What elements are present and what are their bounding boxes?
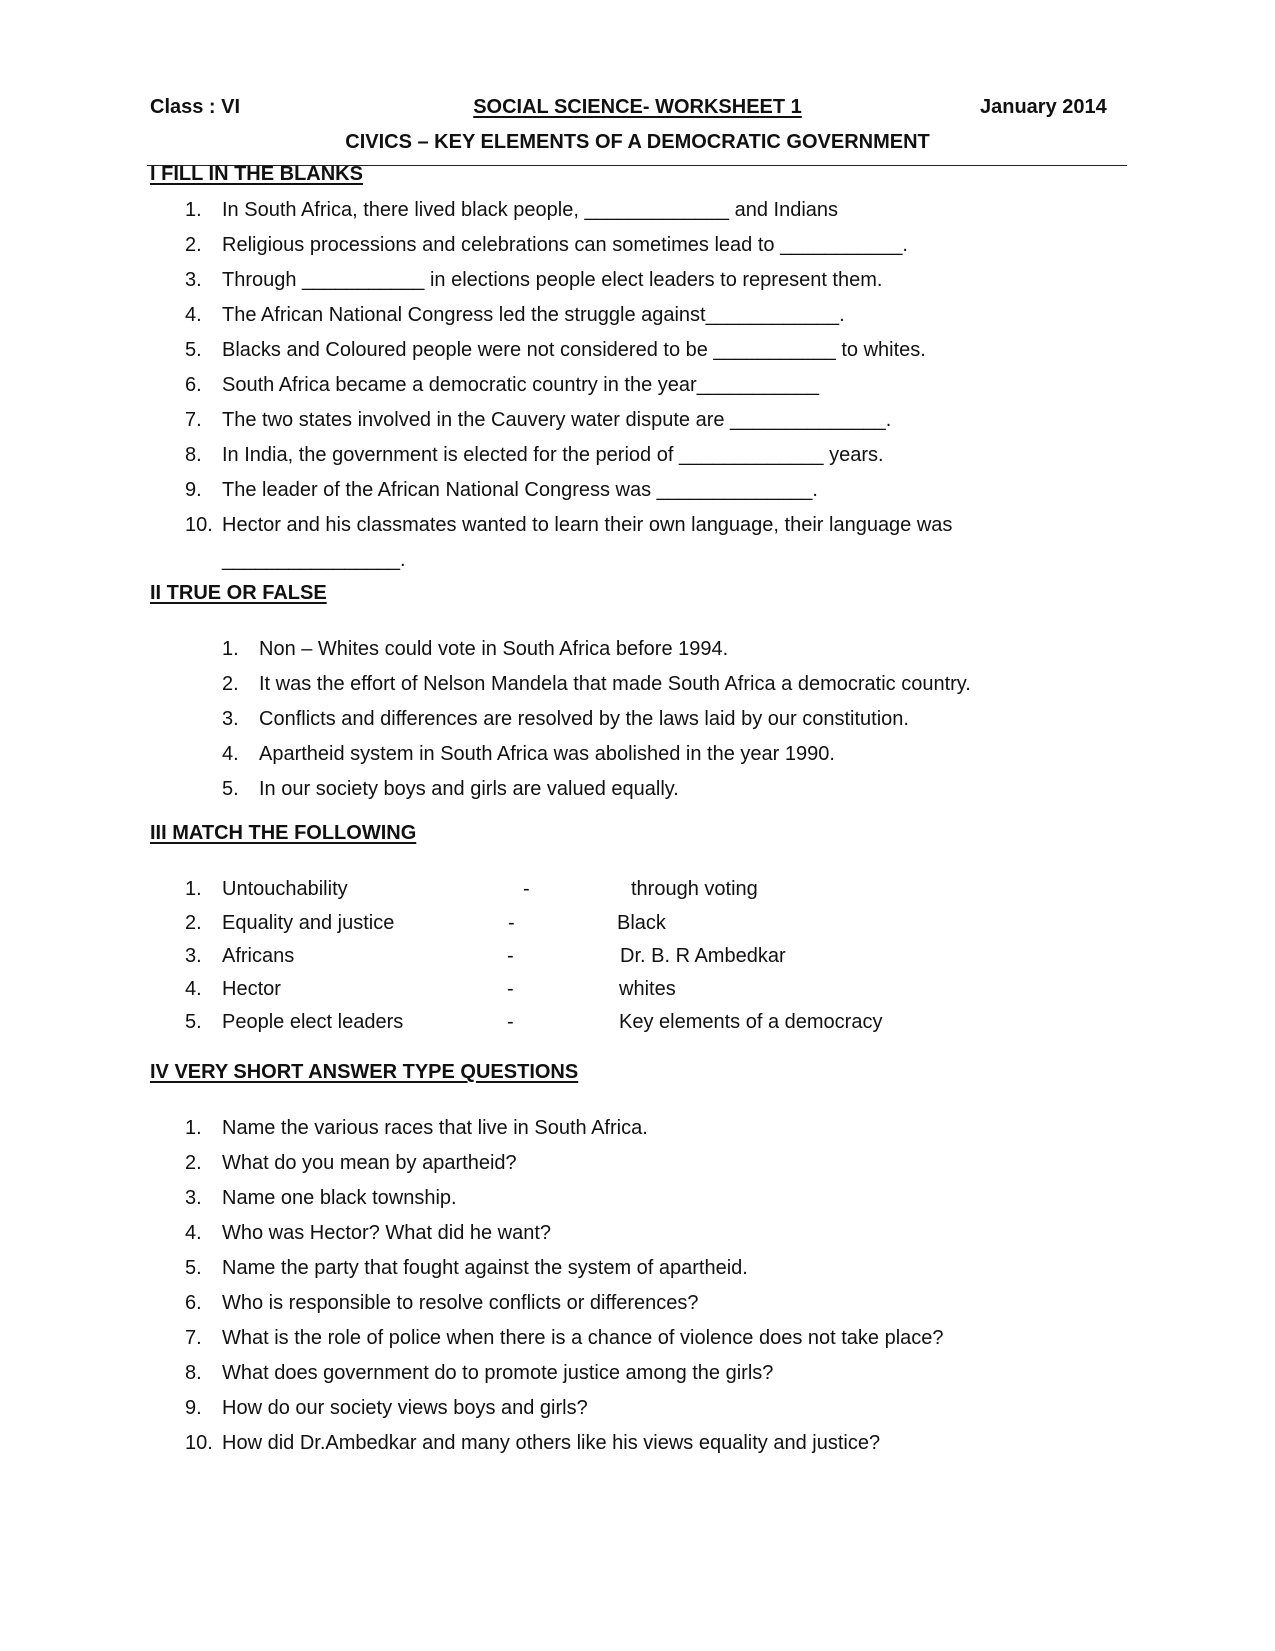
list-item	[222, 636, 1122, 671]
item-text: Who is responsible to resolve conflicts or differences?	[222, 1292, 699, 1314]
item-text: It was the effort of Nelson Mandela that made South Africa a democratic country.	[259, 673, 971, 695]
list-item	[185, 232, 1085, 267]
list-item	[185, 337, 1085, 372]
item-text: How did Dr.Ambedkar and many others like his views equality and justice?	[222, 1432, 881, 1454]
section-title-true-false: II TRUE OR FALSE	[150, 582, 327, 604]
list-item	[185, 1220, 1085, 1255]
item-number: 7.	[185, 409, 202, 431]
item-text: Name the various races that live in South Africa.	[222, 1117, 648, 1139]
class-label: Class : VI	[150, 96, 241, 118]
item-number: 7.	[185, 1327, 202, 1349]
list-item	[185, 267, 1085, 302]
list-item	[185, 1430, 1085, 1465]
list-item	[185, 1115, 1085, 1150]
item-number: 3.	[222, 708, 239, 730]
match-left: Untouchability	[222, 878, 348, 900]
item-text: What do you mean by apartheid?	[222, 1152, 517, 1174]
item-text: What does government do to promote justice among the girls?	[222, 1362, 774, 1384]
item-number: 2.	[185, 234, 202, 256]
item-number: 8.	[185, 444, 202, 466]
blank-line: ________________.	[222, 549, 406, 571]
item-text: Conflicts and differences are resolved by the laws laid by our constitution.	[259, 708, 909, 730]
item-number: 4.	[185, 978, 202, 1000]
item-number: 10.	[185, 1432, 213, 1454]
list-item	[222, 671, 1122, 706]
item-text: What is the role of police when there is a chance of violence does not take place?	[222, 1327, 944, 1349]
item-number: 5.	[185, 1257, 202, 1279]
fill-blanks-list	[185, 197, 1085, 582]
item-number: 3.	[185, 945, 202, 967]
worksheet-subtitle: CIVICS – KEY ELEMENTS OF A DEMOCRATIC GOVERNMENT	[345, 131, 930, 153]
match-left: Africans	[222, 945, 295, 967]
match-left: Equality and justice	[222, 912, 395, 934]
list-item	[185, 302, 1085, 337]
item-number: 2.	[185, 1152, 202, 1174]
match-right: Black	[617, 912, 666, 934]
item-text: Blacks and Coloured people were not considered to be ___________ to whites.	[222, 339, 926, 361]
list-item-continuation	[185, 547, 1085, 582]
item-text: In our society boys and girls are valued equally.	[259, 778, 679, 800]
list-item	[185, 1325, 1085, 1360]
section-title-fill-blanks: I FILL IN THE BLANKS	[150, 163, 363, 185]
match-right: Dr. B. R Ambedkar	[620, 945, 786, 967]
list-item	[185, 512, 1085, 547]
item-number: 5.	[222, 778, 239, 800]
item-number: 2.	[185, 912, 202, 934]
item-text: Who was Hector? What did he want?	[222, 1222, 552, 1244]
item-text: Name the party that fought against the system of apartheid.	[222, 1257, 748, 1279]
item-text: Apartheid system in South Africa was abolished in the year 1990.	[259, 743, 835, 765]
match-right: whites	[619, 978, 676, 1000]
item-text: How do our society views boys and girls?	[222, 1397, 588, 1419]
list-item	[222, 741, 1122, 776]
item-number: 9.	[185, 479, 202, 501]
list-item	[185, 1395, 1085, 1430]
item-number: 1.	[185, 1117, 202, 1139]
match-dash: -	[508, 912, 515, 934]
match-dash: -	[507, 1011, 514, 1033]
item-number: 6.	[185, 374, 202, 396]
item-number: 9.	[185, 1397, 202, 1419]
match-right: Key elements of a democracy	[619, 1011, 883, 1033]
section-title-short-answer: IV VERY SHORT ANSWER TYPE QUESTIONS	[150, 1061, 579, 1083]
item-number: 6.	[185, 1292, 202, 1314]
list-item	[222, 776, 1122, 811]
item-number: 1.	[185, 878, 202, 900]
item-text: Hector and his classmates wanted to learn their own language, their language was	[222, 514, 953, 536]
list-item	[185, 1360, 1085, 1395]
item-text: Non – Whites could vote in South Africa before 1994.	[259, 638, 729, 660]
list-item	[185, 1290, 1085, 1325]
list-item	[185, 1150, 1085, 1185]
item-number: 8.	[185, 1362, 202, 1384]
item-number: 4.	[185, 304, 202, 326]
worksheet-title-text: SOCIAL SCIENCE- WORKSHEET 1	[473, 96, 802, 118]
item-text: South Africa became a democratic country in the year___________	[222, 374, 820, 396]
item-number: 3.	[185, 269, 202, 291]
item-text: The leader of the African National Congress was ______________.	[222, 479, 818, 501]
list-item	[185, 197, 1085, 232]
match-left: Hector	[222, 978, 281, 1000]
item-number: 1.	[222, 638, 239, 660]
list-item	[185, 407, 1085, 442]
item-number: 2.	[222, 673, 239, 695]
item-text: The two states involved in the Cauvery water dispute are ______________.	[222, 409, 892, 431]
list-item	[185, 1255, 1085, 1290]
item-text: In India, the government is elected for the period of _____________ years.	[222, 444, 884, 466]
match-right: through voting	[631, 878, 758, 900]
match-dash: -	[523, 878, 530, 900]
list-item	[185, 477, 1085, 512]
match-dash: -	[507, 978, 514, 1000]
item-number: 4.	[222, 743, 239, 765]
list-item	[185, 1185, 1085, 1220]
item-text: In South Africa, there lived black people, _____________ and Indians	[222, 199, 839, 221]
true-false-list	[222, 636, 1122, 811]
item-number: 1.	[185, 199, 202, 221]
item-text: Religious processions and celebrations can sometimes lead to ___________.	[222, 234, 908, 256]
short-answer-list	[185, 1115, 1085, 1465]
section-title-match: III MATCH THE FOLLOWING	[150, 822, 417, 844]
item-number: 4.	[185, 1222, 202, 1244]
list-item	[185, 442, 1085, 477]
item-text: The African National Congress led the struggle against____________.	[222, 304, 845, 326]
item-text: Name one black township.	[222, 1187, 457, 1209]
match-dash: -	[507, 945, 514, 967]
item-number: 5.	[185, 339, 202, 361]
item-number: 3.	[185, 1187, 202, 1209]
list-item	[185, 372, 1085, 407]
worksheet-date: January 2014	[980, 96, 1107, 118]
list-item	[222, 706, 1122, 741]
match-left: People elect leaders	[222, 1011, 404, 1033]
item-number: 5.	[185, 1011, 202, 1033]
item-text: Through ___________ in elections people elect leaders to represent them.	[222, 269, 883, 291]
item-number: 10.	[185, 514, 213, 536]
